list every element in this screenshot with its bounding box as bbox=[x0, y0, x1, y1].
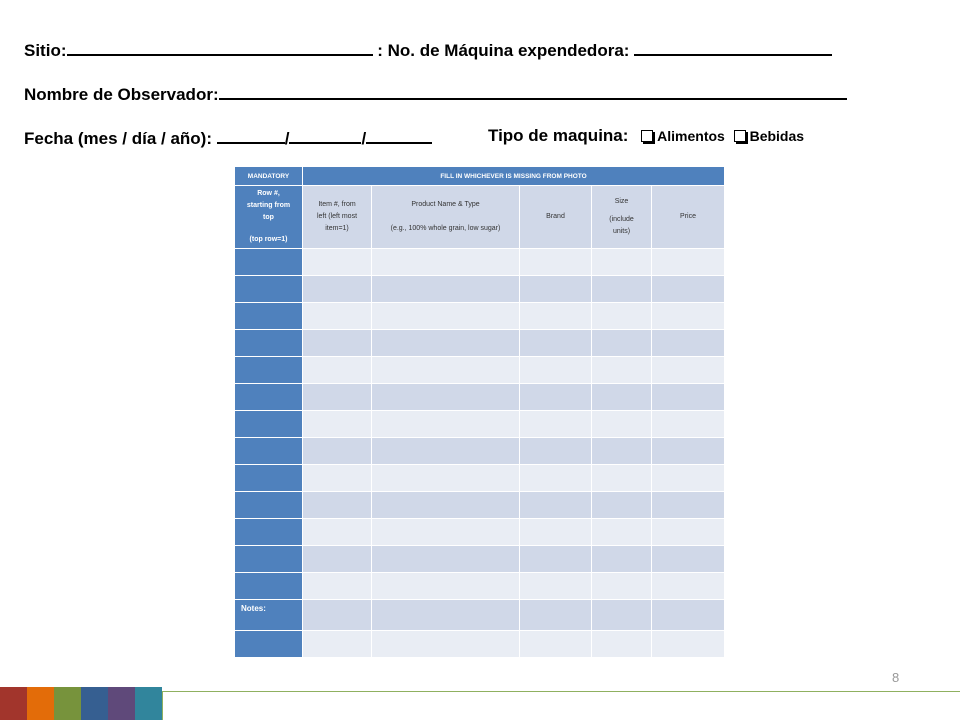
footer-color-segment bbox=[0, 687, 27, 720]
option-bebidas[interactable] bbox=[734, 128, 804, 144]
table-cell[interactable] bbox=[372, 438, 520, 465]
row-number-cell[interactable] bbox=[235, 357, 303, 384]
table-cell[interactable] bbox=[652, 249, 725, 276]
table-row bbox=[235, 330, 725, 357]
notes-label: Notes: bbox=[235, 600, 303, 631]
table-cell[interactable] bbox=[303, 357, 372, 384]
row-number-cell[interactable] bbox=[235, 631, 303, 658]
row-number-cell[interactable] bbox=[235, 573, 303, 600]
table-cell[interactable] bbox=[303, 438, 372, 465]
table-cell[interactable] bbox=[652, 411, 725, 438]
col-size-text-3: units) bbox=[612, 228, 631, 235]
fecha-slash-2: / bbox=[361, 129, 367, 148]
table-body bbox=[235, 249, 725, 658]
observador-line bbox=[24, 82, 847, 105]
table-cell[interactable] bbox=[592, 357, 652, 384]
fecha-slash-1: / bbox=[284, 129, 290, 148]
table-cell[interactable] bbox=[652, 519, 725, 546]
table-cell[interactable] bbox=[652, 465, 725, 492]
col-product-text-2: (e.g., 100% whole grain, low sugar) bbox=[390, 225, 501, 232]
table-cell[interactable] bbox=[372, 546, 520, 573]
table-row bbox=[235, 438, 725, 465]
table-cell[interactable] bbox=[592, 546, 652, 573]
table-cell[interactable] bbox=[652, 330, 725, 357]
row-number-cell[interactable] bbox=[235, 276, 303, 303]
col-size-text-2: (include bbox=[609, 216, 634, 223]
table-cell[interactable] bbox=[652, 546, 725, 573]
row-number-cell[interactable] bbox=[235, 519, 303, 546]
table-cell[interactable] bbox=[372, 249, 520, 276]
table-cell[interactable] bbox=[520, 411, 592, 438]
footer-color-segment bbox=[54, 687, 81, 720]
col-item-text-3: item=1) bbox=[325, 225, 349, 232]
col-row-text-4: (top row=1) bbox=[249, 236, 288, 243]
table-cell[interactable] bbox=[592, 303, 652, 330]
footer-color-segment bbox=[27, 687, 54, 720]
col-brand: Brand bbox=[520, 186, 592, 249]
col-item-text-1: Item #, from bbox=[318, 201, 356, 208]
table-cell[interactable] bbox=[592, 411, 652, 438]
col-row-number bbox=[235, 186, 303, 249]
table-cell[interactable] bbox=[592, 600, 652, 631]
table-cell[interactable] bbox=[303, 573, 372, 600]
table-cell[interactable] bbox=[372, 357, 520, 384]
footer-color-segment bbox=[135, 687, 162, 720]
table-cell[interactable] bbox=[592, 276, 652, 303]
table-cell[interactable] bbox=[372, 573, 520, 600]
table-cell[interactable] bbox=[592, 249, 652, 276]
row-number-cell[interactable] bbox=[235, 546, 303, 573]
header-fill-missing: FILL IN WHICHEVER IS MISSING FROM PHOTO bbox=[303, 167, 725, 186]
footer-color-segment bbox=[81, 687, 108, 720]
col-row-text-2: starting from bbox=[246, 202, 291, 209]
table-cell[interactable] bbox=[520, 330, 592, 357]
table-cell[interactable] bbox=[372, 384, 520, 411]
table-row bbox=[235, 384, 725, 411]
table-cell[interactable] bbox=[520, 357, 592, 384]
table-header-row-1 bbox=[235, 167, 725, 186]
table-cell[interactable] bbox=[520, 519, 592, 546]
table-header-row-2 bbox=[235, 186, 725, 249]
page-number: 8 bbox=[892, 670, 900, 685]
table-row bbox=[235, 276, 725, 303]
fecha-day-field[interactable] bbox=[289, 126, 361, 144]
table-cell[interactable] bbox=[520, 573, 592, 600]
table-cell[interactable] bbox=[652, 357, 725, 384]
row-number-cell[interactable] bbox=[235, 249, 303, 276]
table-cell[interactable] bbox=[520, 492, 592, 519]
table-cell[interactable] bbox=[520, 600, 592, 631]
table-cell[interactable] bbox=[372, 276, 520, 303]
col-product-text-1: Product Name & Type bbox=[411, 201, 480, 208]
table-row bbox=[235, 357, 725, 384]
table-cell[interactable] bbox=[303, 492, 372, 519]
table-cell[interactable] bbox=[372, 631, 520, 658]
table-cell[interactable] bbox=[520, 631, 592, 658]
table-cell[interactable] bbox=[372, 411, 520, 438]
table-cell[interactable] bbox=[520, 465, 592, 492]
table-cell[interactable] bbox=[303, 600, 372, 631]
fecha-line bbox=[24, 126, 432, 149]
option-alimentos-label: Alimentos bbox=[657, 128, 725, 144]
maquina-field[interactable] bbox=[634, 38, 832, 56]
table-cell[interactable] bbox=[652, 276, 725, 303]
table-cell[interactable] bbox=[372, 465, 520, 492]
table-row bbox=[235, 465, 725, 492]
table-cell[interactable] bbox=[592, 465, 652, 492]
table-cell[interactable] bbox=[303, 303, 372, 330]
option-bebidas-label: Bebidas bbox=[749, 128, 805, 144]
table-row bbox=[235, 492, 725, 519]
table-cell[interactable] bbox=[520, 276, 592, 303]
table-cell[interactable] bbox=[652, 438, 725, 465]
table-cell[interactable] bbox=[303, 276, 372, 303]
row-number-cell[interactable] bbox=[235, 492, 303, 519]
col-product bbox=[372, 186, 520, 249]
table-cell[interactable] bbox=[303, 411, 372, 438]
row-number-cell[interactable] bbox=[235, 303, 303, 330]
fecha-label: Fecha (mes / día / año): bbox=[24, 129, 212, 148]
table-row bbox=[235, 546, 725, 573]
table-cell[interactable] bbox=[592, 492, 652, 519]
maquina-label: : No. de Máquina expendedora: bbox=[377, 41, 630, 60]
table-row bbox=[235, 303, 725, 330]
col-price: Price bbox=[652, 186, 725, 249]
col-size bbox=[592, 186, 652, 249]
col-row-text-3: top bbox=[263, 214, 274, 221]
table-row bbox=[235, 600, 725, 631]
table-cell[interactable] bbox=[652, 303, 725, 330]
table-row bbox=[235, 411, 725, 438]
sitio-label: Sitio: bbox=[24, 41, 67, 60]
table-row bbox=[235, 249, 725, 276]
row-number-cell[interactable] bbox=[235, 411, 303, 438]
table-cell[interactable] bbox=[372, 600, 520, 631]
sitio-field[interactable] bbox=[67, 38, 373, 56]
tipo-label: Tipo de maquina: bbox=[488, 126, 629, 145]
table-cell[interactable] bbox=[592, 438, 652, 465]
table-cell[interactable] bbox=[303, 465, 372, 492]
fecha-month-field[interactable] bbox=[217, 126, 285, 144]
table-cell[interactable] bbox=[303, 249, 372, 276]
col-item-number bbox=[303, 186, 372, 249]
checkbox-icon[interactable] bbox=[641, 130, 653, 142]
table-cell[interactable] bbox=[592, 384, 652, 411]
table-cell[interactable] bbox=[303, 519, 372, 546]
table-cell[interactable] bbox=[652, 492, 725, 519]
observation-table bbox=[234, 166, 725, 658]
table-row bbox=[235, 573, 725, 600]
tipo-line bbox=[488, 126, 804, 146]
checkbox-icon[interactable] bbox=[734, 130, 746, 142]
table-cell[interactable] bbox=[372, 492, 520, 519]
table-cell[interactable] bbox=[520, 438, 592, 465]
table-cell[interactable] bbox=[303, 330, 372, 357]
table-cell[interactable] bbox=[652, 573, 725, 600]
observador-field[interactable] bbox=[219, 82, 847, 100]
table-row bbox=[235, 631, 725, 658]
fecha-year-field[interactable] bbox=[366, 126, 432, 144]
table-cell[interactable] bbox=[652, 384, 725, 411]
table-cell[interactable] bbox=[592, 330, 652, 357]
table-cell[interactable] bbox=[592, 519, 652, 546]
table-cell[interactable] bbox=[592, 573, 652, 600]
footer-bar bbox=[0, 687, 960, 720]
table-cell[interactable] bbox=[303, 546, 372, 573]
table-cell[interactable] bbox=[520, 384, 592, 411]
row-number-cell[interactable] bbox=[235, 438, 303, 465]
row-number-cell[interactable] bbox=[235, 384, 303, 411]
table-cell[interactable] bbox=[372, 519, 520, 546]
observador-label: Nombre de Observador: bbox=[24, 85, 219, 104]
header-mandatory: MANDATORY bbox=[235, 167, 303, 186]
sitio-line bbox=[24, 38, 832, 61]
table-cell[interactable] bbox=[303, 384, 372, 411]
table-cell[interactable] bbox=[592, 631, 652, 658]
table-cell[interactable] bbox=[520, 303, 592, 330]
table-cell[interactable] bbox=[520, 249, 592, 276]
table-cell[interactable] bbox=[520, 546, 592, 573]
option-alimentos[interactable] bbox=[641, 128, 725, 144]
row-number-cell[interactable] bbox=[235, 465, 303, 492]
footer-color-segment bbox=[108, 687, 135, 720]
footer-white-panel bbox=[162, 691, 960, 720]
table-cell[interactable] bbox=[652, 600, 725, 631]
table-cell[interactable] bbox=[652, 631, 725, 658]
col-size-text-1: Size bbox=[614, 198, 629, 205]
col-row-text-1: Row #, bbox=[257, 190, 280, 197]
table-row bbox=[235, 519, 725, 546]
row-number-cell[interactable] bbox=[235, 330, 303, 357]
table-cell[interactable] bbox=[372, 330, 520, 357]
table-cell[interactable] bbox=[303, 631, 372, 658]
table-cell[interactable] bbox=[372, 303, 520, 330]
col-item-text-2: left (left most bbox=[316, 213, 358, 220]
